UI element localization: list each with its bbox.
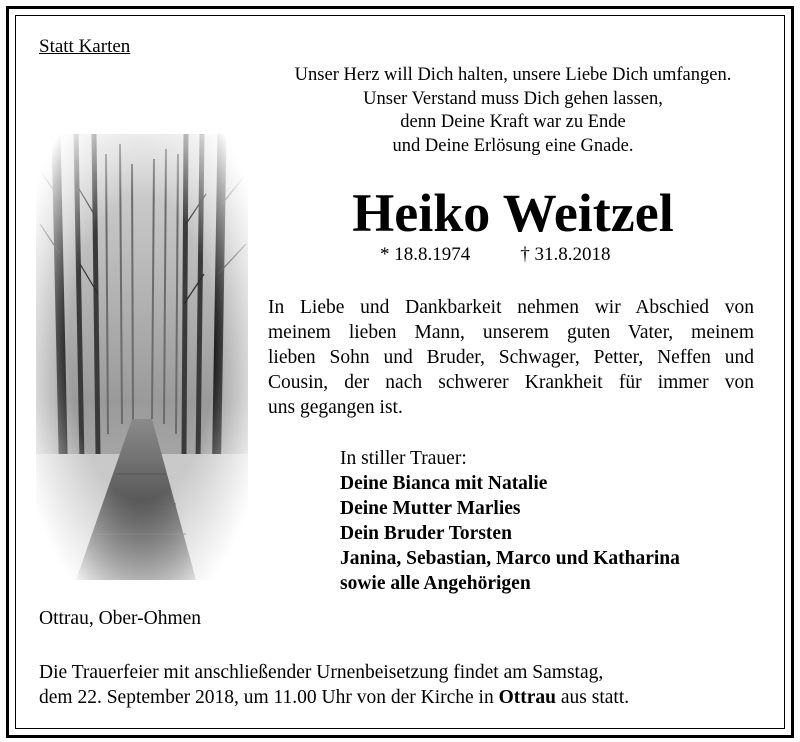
poem-line: Unser Verstand muss Dich gehen lassen, (363, 88, 663, 109)
tribute-line: lieben Sohn und Bruder, Schwager, Petter, Neffen und (268, 347, 754, 368)
service-line (39, 685, 629, 710)
poem (268, 64, 758, 158)
poem-line: und Deine Erlösung eine Gnade. (392, 135, 634, 156)
service-location: Ottrau (498, 687, 557, 708)
tribute-line: uns gegangen ist. (268, 397, 403, 418)
service-text: aus statt. (556, 687, 630, 708)
poem-line: Unser Herz will Dich halten, unsere Liebe Dich umfangen. (294, 65, 732, 85)
place-names: Ottrau, Ober-Ohmen (39, 608, 202, 629)
birth-date: * 18.8.1974 (380, 244, 471, 265)
mourning-intro: In stiller Trauer: (340, 448, 467, 469)
death-date: † 31.8.2018 (520, 244, 611, 265)
tribute-line: meinem lieben Mann, unserem guten Vater, meinem (268, 322, 754, 343)
service-text: dem 22. September 2018, um 11.00 Uhr von der Kirche in (39, 687, 499, 708)
poem-line: denn Deine Kraft war zu Ende (400, 112, 626, 132)
mourner: sowie alle Angehörigen (340, 573, 531, 594)
life-dates (380, 244, 611, 266)
mourner: Deine Mutter Marlies (340, 498, 521, 519)
forest-path-photo (36, 134, 248, 580)
tribute-text (268, 295, 754, 420)
service-info (39, 660, 629, 710)
deceased-name: Heiko Weitzel (352, 183, 674, 243)
mourner: Deine Bianca mit Natalie (340, 473, 548, 494)
service-line: Die Trauerfeier mit anschließender Urnenbeisetzung findet am Samstag, (39, 662, 604, 683)
tribute-line: In Liebe und Dankbarkeit nehmen wir Abschied von (268, 297, 754, 318)
mourner: Dein Bruder Torsten (340, 523, 512, 544)
mourners-list (340, 446, 680, 596)
statt-karten-label: Statt Karten (39, 36, 131, 57)
mourner: Janina, Sebastian, Marco und Katharina (340, 548, 680, 569)
tribute-line: Cousin, der nach schwerer Krankheit für immer von (268, 372, 754, 393)
